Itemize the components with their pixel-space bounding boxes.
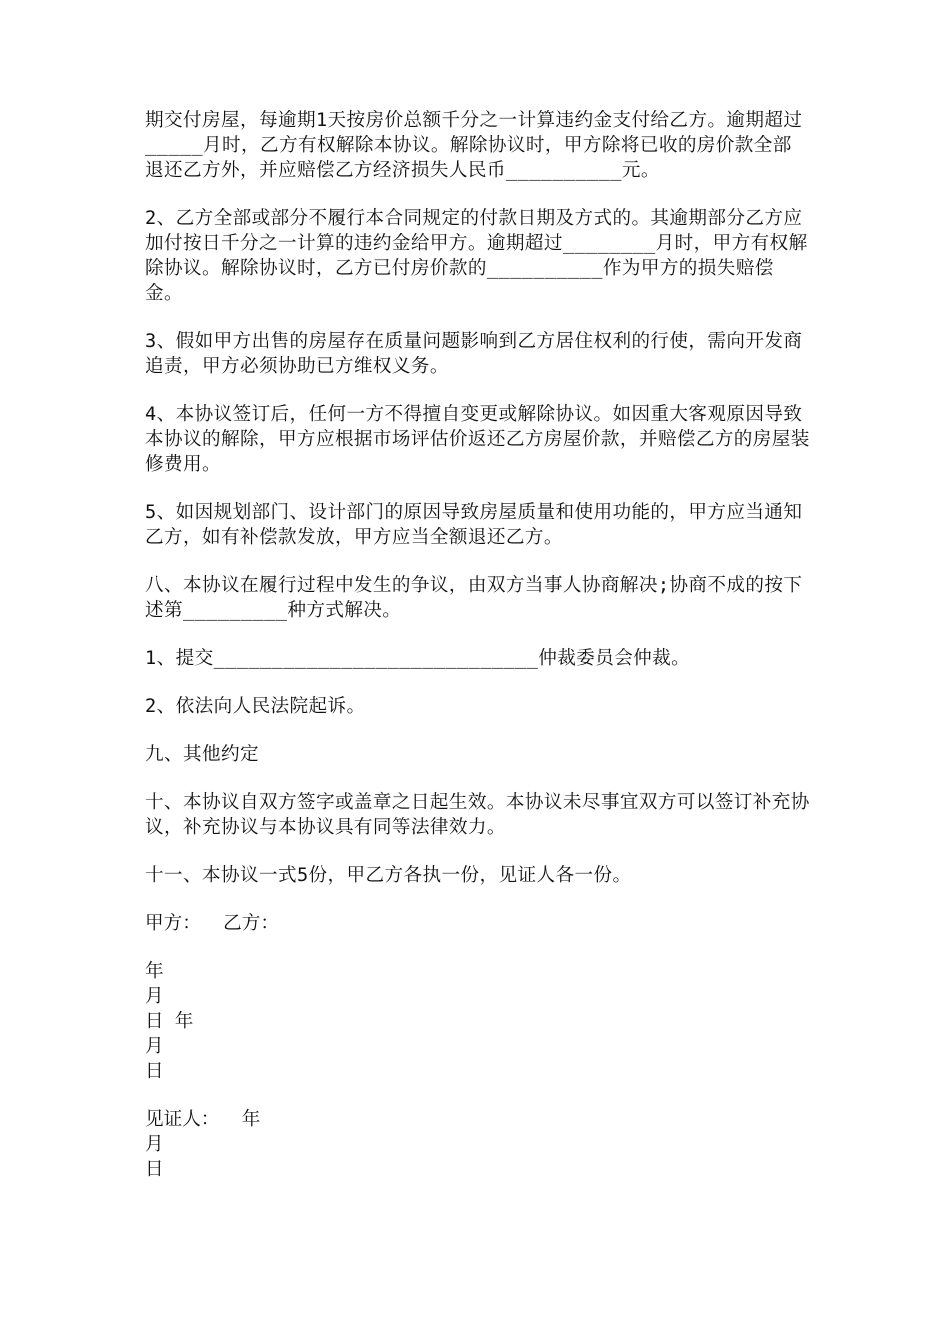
- signature-party-dates: 年 月 日 年 月 日: [145, 961, 194, 1082]
- signature-parties: 甲方： 乙方：: [145, 913, 279, 934]
- section-effectiveness: 十、本协议自双方签字或盖章之日起生效。本协议未尽事宜双方可以签订补充协议，补充协议与本协议具有同等法律效力。: [145, 792, 810, 838]
- section-dispute-resolution: 八、本协议在履行过程中发生的争议，由双方当事人协商解决;协商不成的按下述第_________种方式解决。: [145, 575, 803, 621]
- clause-no-unilateral-change: 4、本协议签订后，任何一方不得擅自变更或解除协议。如因重大客观原因导致本协议的解除，甲方应根据市场评估价返还乙方房屋价款，并赔偿乙方的房屋装修费用。: [145, 404, 810, 475]
- document-page: [145, 108, 810, 1205]
- section-copies: 十一、本协议一式5份，甲乙方各执一份，见证人各一份。: [145, 865, 632, 886]
- dispute-option-arbitration: 1、提交____________________________仲裁委员会仲裁。: [145, 648, 691, 669]
- clause-payment-default: 2、乙方全部或部分不履行本合同规定的付款日期及方式的。其逾期部分乙方应加付按日千分之一计算的违约金给甲方。逾期超过________月时，甲方有权解除协议。解除协议时，乙方已付房价款的__________作为甲方的损失赔偿金。: [145, 208, 808, 304]
- section-other-terms: 九、其他约定: [145, 744, 259, 765]
- clause-overdue-delivery: 期交付房屋，每逾期1天按房价总额千分之一计算违约金支付给乙方。逾期超过_____月时，乙方有权解除本协议。解除协议时，甲方除将已收的房价款全部退还乙方外，并应赔偿乙方经济损失人民币__________元。: [145, 110, 803, 181]
- dispute-option-court: 2、依法向人民法院起诉。: [145, 696, 366, 717]
- clause-planning-department: 5、如因规划部门、设计部门的原因导致房屋质量和使用功能的，甲方应当通知乙方，如有补偿款发放，甲方应当全额退还乙方。: [145, 502, 803, 548]
- clause-quality-issue: 3、假如甲方出售的房屋存在质量问题影响到乙方居住权利的行使，需向开发商追责，甲方必须协助已方维权义务。: [145, 331, 803, 377]
- signature-witness: 见证人： 年 月 日: [145, 1109, 261, 1180]
